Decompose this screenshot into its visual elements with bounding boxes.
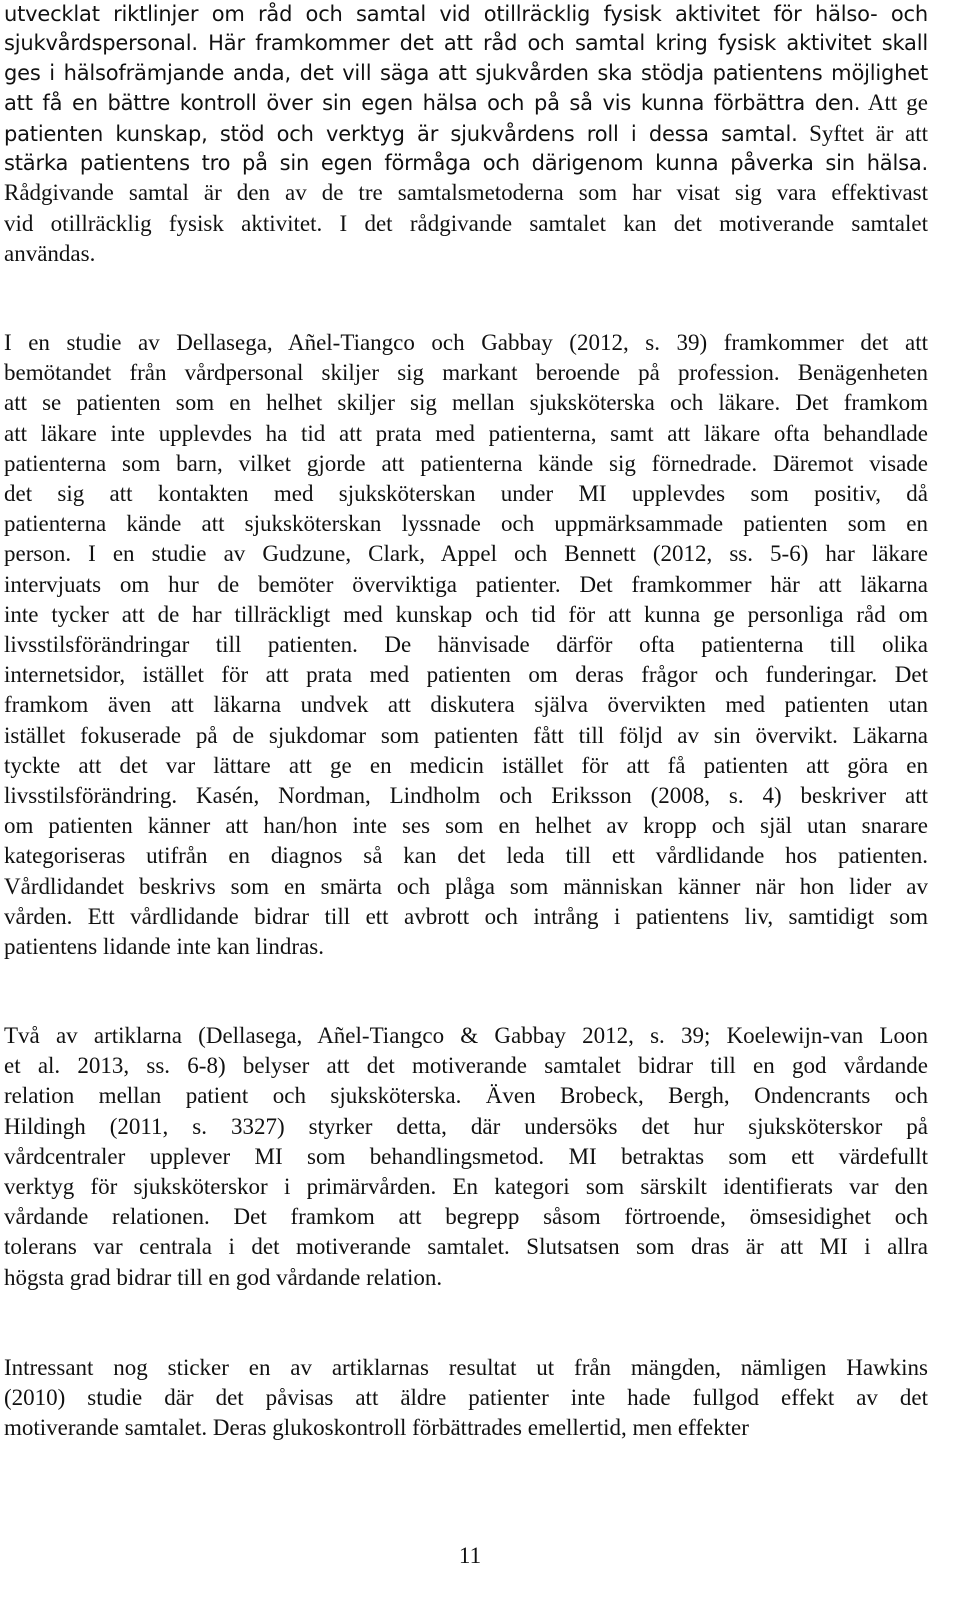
text-line bbox=[4, 1112, 928, 1142]
text-segment: tyckte att det var lättare att ge en medicin istället för att få patienten att göra en bbox=[4, 752, 928, 778]
text-line bbox=[4, 539, 928, 569]
text-segment: Hildingh (2011, s. 3327) styrker detta, där undersöks det hur sjuksköterskor på bbox=[4, 1113, 928, 1139]
text-segment: framkom även att läkarna undvek att diskutera själva övervikten med patienten utan bbox=[4, 692, 928, 718]
text-line bbox=[4, 209, 928, 239]
text-line bbox=[4, 872, 928, 902]
text-line bbox=[4, 781, 928, 811]
text-segment: det sig att kontakten med sjuksköterskan under MI upplevdes som positiv, då bbox=[4, 481, 928, 507]
text-segment: verktyg för sjuksköterskor i primärvården. En kategori som särskilt identifierats var den bbox=[4, 1174, 928, 1200]
text-line bbox=[4, 509, 928, 539]
text-segment: att få en bättre kontroll över sin egen hälsa och på så vis kunna förbättra den. bbox=[4, 91, 861, 116]
text-segment: stärka patientens tro på sin egen förmåga och därigenom kunna påverka sin hälsa. bbox=[4, 151, 928, 176]
text-segment: vården. Ett vårdlidande bidrar till ett avbrott och intrång i patientens liv, samtidigt som bbox=[4, 903, 928, 929]
text-line bbox=[4, 811, 928, 841]
text-segment: bemötandet från vårdpersonal skiljer sig markant beroende på profession. Benägenheten bbox=[4, 360, 928, 386]
text-segment: istället fokuserade på de sjukdomar som patienten fått till följd av sin övervikt. Läkarna bbox=[4, 722, 928, 748]
text-line bbox=[4, 119, 928, 149]
text-line bbox=[4, 1263, 928, 1293]
text-line bbox=[4, 1051, 928, 1081]
text-segment: relation mellan patient och sjuksköterska. Även Brobeck, Bergh, Ondencrants och bbox=[4, 1083, 928, 1109]
text-line bbox=[4, 1353, 928, 1383]
text-line bbox=[4, 449, 928, 479]
text-segment: utvecklat riktlinjer om råd och samtal vid otillräcklig fysisk aktivitet för hälso- och bbox=[4, 2, 928, 26]
text-line bbox=[4, 479, 928, 509]
text-line bbox=[4, 932, 928, 962]
text-segment: livsstilsförändring. Kasén, Nordman, Lindholm och Eriksson (2008, s. 4) beskriver att bbox=[4, 783, 928, 809]
page-number: 11 bbox=[458, 1543, 482, 1568]
text-line bbox=[4, 358, 928, 388]
paragraph-physical-activity-guidelines bbox=[4, 0, 928, 269]
text-segment: internetsidor, istället för att prata med patienten om deras frågor och funderingar. Det bbox=[4, 662, 928, 688]
text-segment: användas. bbox=[4, 240, 96, 266]
text-segment: Vårdlidandet beskrivs som en smärta och plåga som människan känner när hon lider av bbox=[4, 873, 928, 899]
text-segment: Två av artiklarna (Dellasega, Añel-Tiangco & Gabbay 2012, s. 39; Koelewijn-van Loon bbox=[4, 1023, 928, 1048]
text-segment: kategoriseras utifrån en diagnos så kan det leda till ett vårdlidande hos patienten. bbox=[4, 843, 928, 869]
text-segment: vårdcentraler upplever MI som behandlingsmetod. MI betraktas som ett värdefullt bbox=[4, 1143, 928, 1169]
text-line bbox=[4, 29, 928, 58]
text-line bbox=[4, 1172, 928, 1202]
text-line bbox=[4, 1232, 928, 1262]
text-segment: att se patienten som en helhet skiljer sig mellan sjuksköterska och läkare. Det framkom bbox=[4, 390, 928, 416]
text-segment: högsta grad bidrar till en god vårdande relation. bbox=[4, 1264, 443, 1290]
text-segment: Rådgivande samtal är den av de tre samtalsmetoderna som har visat sig vara effektivast bbox=[4, 180, 928, 206]
text-segment: patientens lidande inte kan lindras. bbox=[4, 934, 324, 960]
text-segment: sjukvårdspersonal. Här framkommer det att råd och samtal kring fysisk aktivitet skall bbox=[4, 31, 928, 56]
text-line bbox=[4, 149, 928, 178]
text-segment: patienterna kände att sjuksköterskan lyssnade och uppmärksammade patienten som en bbox=[4, 511, 928, 537]
text-line bbox=[4, 88, 928, 118]
text-segment: Syftet är att bbox=[797, 120, 928, 146]
text-segment: inte tycker att de har tillräckligt med kunskap och tid för att kunna ge personliga råd om bbox=[4, 601, 928, 627]
text-line bbox=[4, 59, 928, 88]
text-line bbox=[4, 902, 928, 932]
text-line bbox=[4, 841, 928, 871]
paragraph-staff-attitudes bbox=[4, 328, 928, 962]
text-segment: I en studie av Dellasega, Añel-Tiangco och Gabbay (2012, s. 39) framkommer det att bbox=[4, 330, 928, 355]
text-line bbox=[4, 328, 928, 358]
text-line bbox=[4, 419, 928, 449]
text-segment: om patienten känner att han/hon inte ses som en helhet av kropp och själ utan snarare bbox=[4, 813, 928, 839]
paragraph-caring-relationship bbox=[4, 1021, 928, 1293]
text-segment: Intressant nog sticker en av artiklarnas resultat ut från mängden, nämligen Hawkins bbox=[4, 1355, 928, 1380]
text-segment: vid otillräcklig fysisk aktivitet. I det rådgivande samtalet kan det motiverande samtalet bbox=[4, 210, 928, 236]
text-line bbox=[4, 1021, 928, 1051]
text-line bbox=[4, 570, 928, 600]
text-line bbox=[4, 1413, 928, 1443]
text-line bbox=[4, 1383, 928, 1413]
text-line bbox=[4, 721, 928, 751]
text-line bbox=[4, 0, 928, 29]
text-segment: livsstilsförändringar till patienten. De hänvisade därför ofta patienterna till olika bbox=[4, 632, 928, 658]
text-line bbox=[4, 178, 928, 208]
text-segment: tolerans var centrala i det motiverande samtalet. Slutsatsen som dras är att MI i allra bbox=[4, 1234, 928, 1260]
text-line bbox=[4, 239, 928, 269]
text-line bbox=[4, 388, 928, 418]
text-segment: motiverande samtalet. Deras glukoskontroll förbättrades emellertid, men effekter bbox=[4, 1415, 749, 1441]
text-segment: Att ge bbox=[860, 90, 928, 116]
text-segment: person. I en studie av Gudzune, Clark, Appel och Bennett (2012, ss. 5-6) har läkare bbox=[4, 541, 928, 567]
text-line bbox=[4, 600, 928, 630]
text-line bbox=[4, 630, 928, 660]
paragraph-hawkins-study bbox=[4, 1353, 928, 1444]
text-line bbox=[4, 690, 928, 720]
text-segment: (2010) studie där det påvisas att äldre patienter inte hade fullgod effekt av det bbox=[4, 1385, 928, 1411]
text-segment: patienterna som barn, vilket gjorde att patienterna kände sig förnedrade. Däremot visade bbox=[4, 450, 928, 476]
text-line bbox=[4, 1142, 928, 1172]
text-segment: att läkare inte upplevdes ha tid att prata med patienterna, samt att läkare ofta behandlade bbox=[4, 420, 928, 446]
text-segment: patienten kunskap, stöd och verktyg är sjukvårdens roll i dessa samtal. bbox=[4, 121, 798, 146]
text-segment: ges i hälsofrämjande anda, det vill säga att sjukvården ska stödja patientens möjlighet bbox=[4, 60, 928, 85]
text-line bbox=[4, 751, 928, 781]
text-segment: intervjuats om hur de bemöter överviktiga patienter. Det framkommer här att läkarna bbox=[4, 571, 928, 597]
text-line bbox=[4, 1081, 928, 1111]
text-segment: vårdande relationen. Det framkom att begrepp såsom förtroende, ömsesidighet och bbox=[4, 1204, 928, 1230]
text-segment: et al. 2013, ss. 6-8) belyser att det motiverande samtalet bidrar till en god vårdande bbox=[4, 1053, 928, 1079]
text-line bbox=[4, 1202, 928, 1232]
text-line bbox=[4, 660, 928, 690]
